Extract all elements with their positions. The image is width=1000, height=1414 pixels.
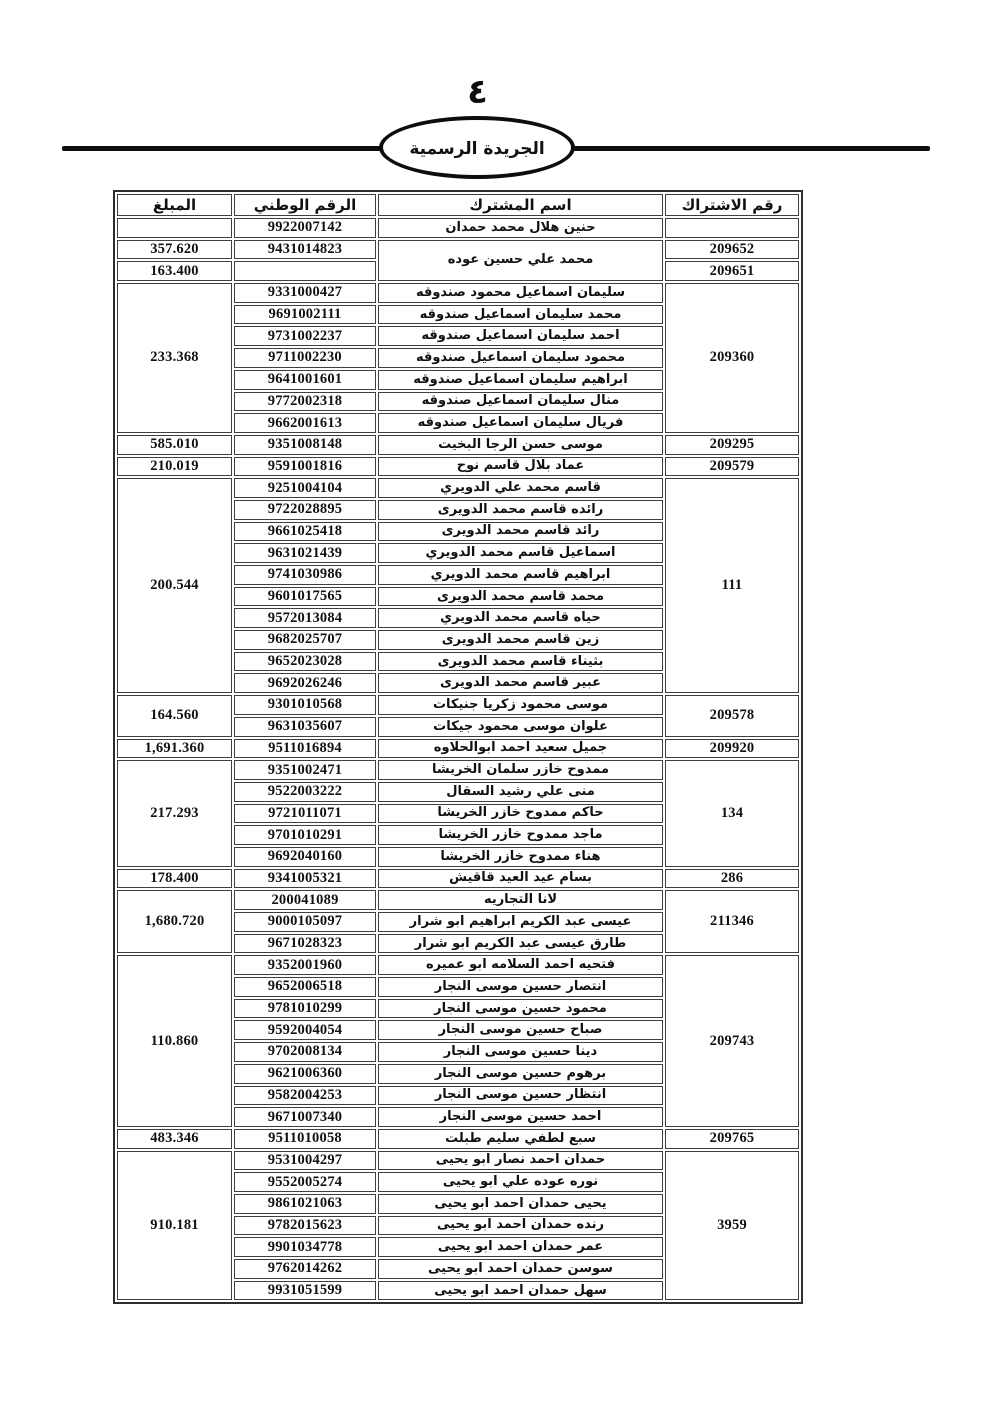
- national-id-cell: 9621006360: [234, 1064, 376, 1084]
- national-id-cell: 9301010568: [234, 695, 376, 715]
- page-number: ٤: [467, 72, 488, 112]
- name-cell: رائد قاسم محمد الدويرى: [378, 522, 663, 542]
- table-body: [117, 218, 799, 1300]
- name-cell: رائده قاسم محمد الدويرى: [378, 500, 663, 520]
- subscription-cell: 209920: [665, 739, 799, 759]
- subscription-cell: 209765: [665, 1129, 799, 1149]
- national-id-cell: 9351008148: [234, 435, 376, 455]
- name-cell: حمدان احمد نصار ابو يحيى: [378, 1151, 663, 1171]
- name-cell: محمد قاسم محمد الدويرى: [378, 587, 663, 607]
- national-id-cell: 9631035607: [234, 717, 376, 737]
- name-cell: صباح حسين موسى النجار: [378, 1020, 663, 1040]
- national-id-cell: 9711002230: [234, 348, 376, 368]
- name-cell: لانا التجاريه: [378, 890, 663, 910]
- national-id-cell: 9661025418: [234, 522, 376, 542]
- name-cell: ماجد ممدوح خازر الخريشا: [378, 825, 663, 845]
- name-cell: سهل حمدان احمد ابو يحيى: [378, 1281, 663, 1301]
- national-id-cell: 9701010291: [234, 825, 376, 845]
- amount-cell: 233.368: [117, 283, 232, 433]
- national-id-cell: 9692026246: [234, 673, 376, 693]
- amount-cell: 164.560: [117, 695, 232, 736]
- name-cell: محمود سليمان اسماعيل صندوقه: [378, 348, 663, 368]
- name-cell: هناء ممدوح خازر الخريشا: [378, 847, 663, 867]
- amount-cell: 1,691.360: [117, 739, 232, 759]
- national-id-cell: 9631021439: [234, 543, 376, 563]
- amount-cell: 1,680.720: [117, 890, 232, 953]
- table-row: [117, 218, 799, 238]
- amount-cell: 178.400: [117, 869, 232, 889]
- national-id-cell: 9762014262: [234, 1259, 376, 1279]
- national-id-cell: 9702008134: [234, 1042, 376, 1062]
- subscription-cell: 209652: [665, 240, 799, 260]
- national-id-cell: 9552005274: [234, 1172, 376, 1192]
- subscription-cell: 209651: [665, 261, 799, 281]
- name-cell: انتصار حسين موسى النجار: [378, 977, 663, 997]
- name-cell: بسام عيد العيد قاقيش: [378, 869, 663, 889]
- national-id-cell: 9652006518: [234, 977, 376, 997]
- name-cell: طارق عيسى عبد الكريم ابو شرار: [378, 934, 663, 954]
- table-row: [117, 457, 799, 477]
- national-id-cell: 9531004297: [234, 1151, 376, 1171]
- national-id-cell: 9731002237: [234, 326, 376, 346]
- subscription-cell: 111: [665, 478, 799, 693]
- header-subscriber-name: اسم المشترك: [378, 194, 663, 216]
- name-cell: دينا حسين موسى النجار: [378, 1042, 663, 1062]
- header-amount: المبلغ: [117, 194, 232, 216]
- name-cell: اسماعيل قاسم محمد الدويري: [378, 543, 663, 563]
- banner-title: الجريدة الرسمية: [409, 138, 545, 159]
- name-cell: يحيى حمدان احمد ابو يحيى: [378, 1194, 663, 1214]
- amount-cell: 357.620: [117, 240, 232, 260]
- name-cell: منال سليمان اسماعيل صندوقه: [378, 392, 663, 412]
- banner-ellipse: [379, 116, 575, 179]
- national-id-cell: 9582004253: [234, 1086, 376, 1106]
- subscriber-table-wrap: [113, 190, 789, 1304]
- amount-cell: 910.181: [117, 1151, 232, 1301]
- national-id-cell: 9671007340: [234, 1107, 376, 1127]
- name-cell: فتحيه احمد السلامه ابو عميره: [378, 955, 663, 975]
- amount-cell: 217.293: [117, 760, 232, 866]
- name-cell: ابراهيم قاسم محمد الدويري: [378, 565, 663, 585]
- national-id-cell: [234, 261, 376, 281]
- national-id-cell: 9682025707: [234, 630, 376, 650]
- name-cell: قاسم محمد علي الدويري: [378, 478, 663, 498]
- national-id-cell: 9721011071: [234, 804, 376, 824]
- subscription-cell: 211346: [665, 890, 799, 953]
- name-cell: عمر حمدان احمد ابو يحيى: [378, 1237, 663, 1257]
- table-row: [117, 478, 799, 498]
- national-id-cell: 9641001601: [234, 370, 376, 390]
- national-id-cell: 9722028895: [234, 500, 376, 520]
- name-cell: عبير قاسم محمد الدويرى: [378, 673, 663, 693]
- national-id-cell: 200041089: [234, 890, 376, 910]
- national-id-cell: 9431014823: [234, 240, 376, 260]
- name-cell: برهوم حسين موسى النجار: [378, 1064, 663, 1084]
- national-id-cell: 9331000427: [234, 283, 376, 303]
- name-cell: عيسى عبد الكريم ابراهيم ابو شرار: [378, 912, 663, 932]
- table-row: [117, 1129, 799, 1149]
- national-id-cell: 9352001960: [234, 955, 376, 975]
- national-id-cell: 9692040160: [234, 847, 376, 867]
- name-cell: بثيناء قاسم محمد الدويرى: [378, 652, 663, 672]
- subscription-cell: 134: [665, 760, 799, 866]
- national-id-cell: 9782015623: [234, 1216, 376, 1236]
- name-cell: فريال سليمان اسماعيل صندوقه: [378, 413, 663, 433]
- name-cell: سليمان اسماعيل محمود صندوقه: [378, 283, 663, 303]
- national-id-cell: 9511016894: [234, 739, 376, 759]
- national-id-cell: 9522003222: [234, 782, 376, 802]
- name-cell: حياه قاسم محمد الدويري: [378, 608, 663, 628]
- subscription-cell: 209578: [665, 695, 799, 736]
- table-row: [117, 739, 799, 759]
- name-cell: احمد حسين موسى النجار: [378, 1107, 663, 1127]
- table-row: [117, 955, 799, 975]
- subscription-cell: 3959: [665, 1151, 799, 1301]
- name-cell: محمود حسين موسى النجار: [378, 999, 663, 1019]
- national-id-cell: 9671028323: [234, 934, 376, 954]
- name-cell: محمد سليمان اسماعيل صندوقه: [378, 305, 663, 325]
- amount-cell: [117, 218, 232, 238]
- name-cell: موسى محمود زكريا جنيكات: [378, 695, 663, 715]
- national-id-cell: 9251004104: [234, 478, 376, 498]
- amount-cell: 585.010: [117, 435, 232, 455]
- table-row: [117, 869, 799, 889]
- amount-cell: 483.346: [117, 1129, 232, 1149]
- subscription-cell: 209743: [665, 955, 799, 1127]
- national-id-cell: 9652023028: [234, 652, 376, 672]
- name-cell: زين قاسم محمد الدويرى: [378, 630, 663, 650]
- name-cell: موسى حسن الرجا البخيت: [378, 435, 663, 455]
- national-id-cell: 9591001816: [234, 457, 376, 477]
- name-cell: عماد بلال قاسم نوح: [378, 457, 663, 477]
- table-row: [117, 760, 799, 780]
- table-row: [117, 890, 799, 910]
- national-id-cell: 9741030986: [234, 565, 376, 585]
- name-cell: ابراهيم سليمان اسماعيل صندوقه: [378, 370, 663, 390]
- subscription-cell: 209579: [665, 457, 799, 477]
- amount-cell: 210.019: [117, 457, 232, 477]
- name-cell: احمد سليمان اسماعيل صندوقه: [378, 326, 663, 346]
- subscription-cell: [665, 218, 799, 238]
- table-row: [117, 695, 799, 715]
- amount-cell: 110.860: [117, 955, 232, 1127]
- subscription-cell: 209360: [665, 283, 799, 433]
- header-national-number: الرقم الوطني: [234, 194, 376, 216]
- table-row: [117, 435, 799, 455]
- name-cell: سوسن حمدان احمد ابو يحيى: [378, 1259, 663, 1279]
- national-id-cell: 9922007142: [234, 218, 376, 238]
- name-cell: حنين هلال محمد حمدان: [378, 218, 663, 238]
- header-row: [117, 194, 799, 216]
- national-id-cell: 9781010299: [234, 999, 376, 1019]
- national-id-cell: 9861021063: [234, 1194, 376, 1214]
- national-id-cell: 9691002111: [234, 305, 376, 325]
- national-id-cell: 9000105097: [234, 912, 376, 932]
- subscription-cell: 209295: [665, 435, 799, 455]
- amount-cell: 163.400: [117, 261, 232, 281]
- name-cell: منى علي رشيد السقال: [378, 782, 663, 802]
- name-cell: انتظار حسين موسى النجار: [378, 1086, 663, 1106]
- national-id-cell: 9572013084: [234, 608, 376, 628]
- name-cell: رنده حمدان احمد ابو يحيى: [378, 1216, 663, 1236]
- subscription-cell: 286: [665, 869, 799, 889]
- national-id-cell: 9901034778: [234, 1237, 376, 1257]
- national-id-cell: 9511010058: [234, 1129, 376, 1149]
- name-cell: سبع لطفي سليم طبلت: [378, 1129, 663, 1149]
- subscriber-table: [113, 190, 803, 1304]
- national-id-cell: 9601017565: [234, 587, 376, 607]
- name-cell: ممدوح خازر سلمان الخريشا: [378, 760, 663, 780]
- national-id-cell: 9772002318: [234, 392, 376, 412]
- national-id-cell: 9341005321: [234, 869, 376, 889]
- national-id-cell: 9351002471: [234, 760, 376, 780]
- name-cell: نوره عوده علي ابو يحيى: [378, 1172, 663, 1192]
- table-row: [117, 1151, 799, 1171]
- national-id-cell: 9662001613: [234, 413, 376, 433]
- table-row: [117, 240, 799, 260]
- name-cell: محمد علي حسين عوده: [378, 240, 663, 281]
- national-id-cell: 9931051599: [234, 1281, 376, 1301]
- table-row: [117, 283, 799, 303]
- amount-cell: 200.544: [117, 478, 232, 693]
- name-cell: حاكم ممدوح خازر الخريشا: [378, 804, 663, 824]
- name-cell: جميل سعيد احمد ابوالحلاوه: [378, 739, 663, 759]
- header-subscription-number: رقم الاشتراك: [665, 194, 799, 216]
- national-id-cell: 9592004054: [234, 1020, 376, 1040]
- name-cell: علوان موسى محمود جيكات: [378, 717, 663, 737]
